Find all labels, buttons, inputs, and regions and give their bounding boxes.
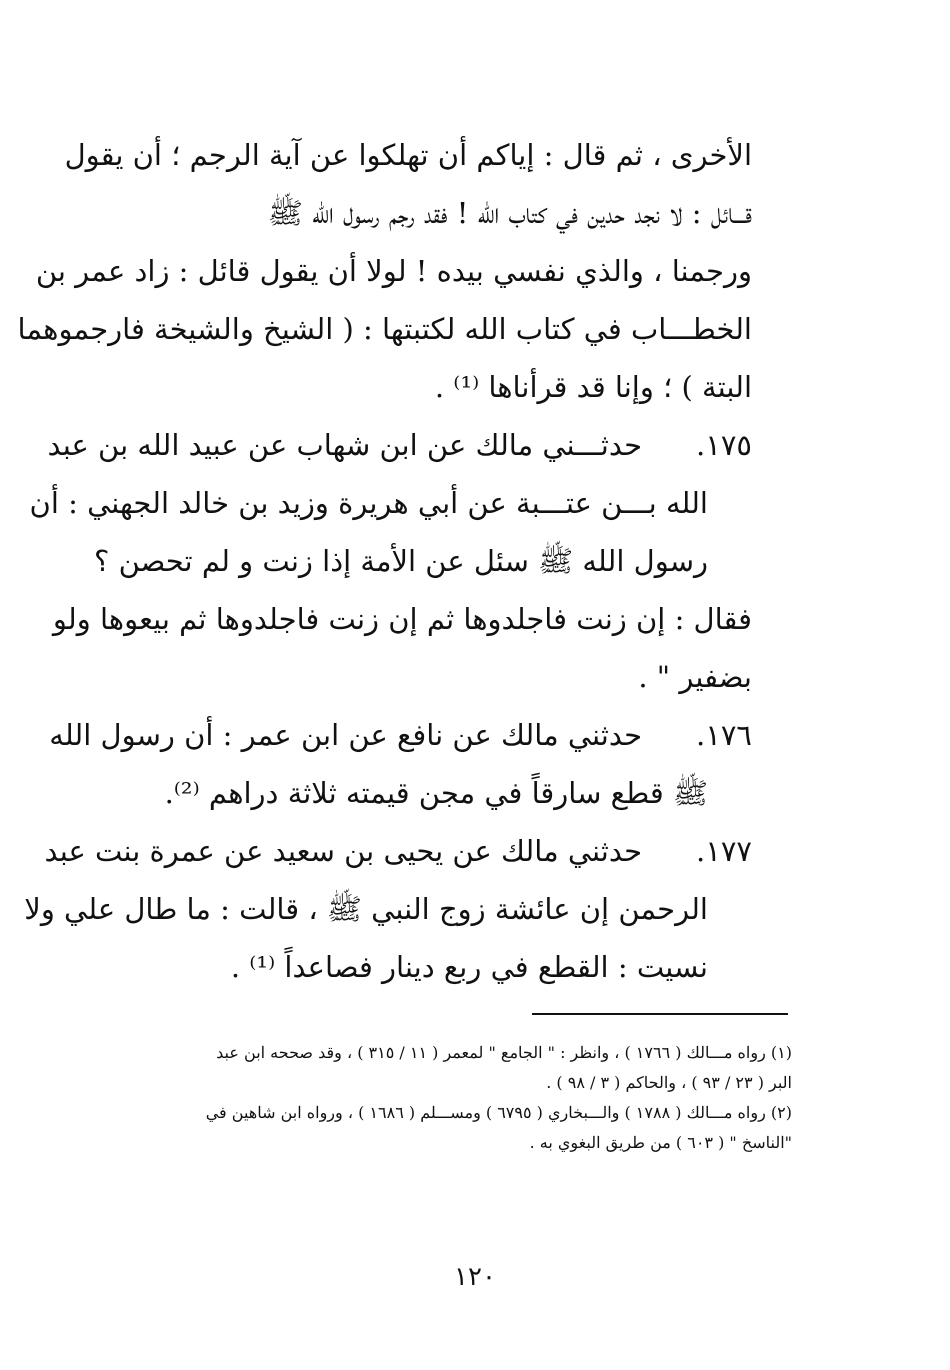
hadith-176-first-line: [49, 706, 752, 764]
hadith-175-first-line: [47, 416, 752, 474]
text-line: فقال : إن زنت فاجلدوها ثم إن زنت فاجلدوها ثم بيعوها ولو: [52, 602, 752, 636]
text-line: الله بـــن عتـــبة عن أبي هريرة وزيد بن خالد الجهني : أن: [29, 486, 708, 520]
hadith-text: حدثني مالك عن نافع عن ابن عمر : أن رسول الله: [49, 718, 642, 752]
footnote-line: (٢) رواه مـــالك ( ١٧٨٨ ) والـــبخاري ( ٦٧٩٥ ) ومســـلم ( ١٦٨٦ ) ، ورواه ابن شاهين في: [205, 1103, 792, 1122]
footnote-line: (١) رواه مـــالك ( ١٧٦٦ ) ، وانظر : " الجامع " لمعمر ( ١١ / ٣١٥ ) ، وقد صححه ابن عبد: [216, 1043, 792, 1062]
text-line: رسول الله ﷺ سئل عن الأمة إذا زنت و لم تحصن ؟: [93, 544, 708, 578]
footnote-divider: [532, 1013, 788, 1015]
footnotes: [140, 1038, 792, 1158]
text-line: الخطـــاب في كتاب الله لكتبتها : ( الشيخ والشيخة فارجموهما: [17, 312, 752, 346]
text-line: قـــائل : لا نجد حدين في كتاب الله ! فقد رجم رسول الله ﷺ: [267, 196, 752, 230]
hadith-number: ١٧٧.: [696, 834, 752, 868]
footnote-line: البر ( ٢٣ / ٩٣ ) ، والحاكم ( ٣ / ٩٨ ) .: [546, 1073, 792, 1092]
text-line: نسيت : القطع في ربع دينار فصاعداً ⁽¹⁾ .: [230, 950, 708, 984]
hadith-number: ١٧٦.: [696, 718, 752, 752]
page-number: ١٢٠: [454, 1262, 496, 1292]
text-line: الرحمن إن عائشة زوج النبي ﷺ ، قالت : ما طال علي ولا: [24, 892, 708, 926]
hadith-text: حدثني مالك عن يحيى بن سعيد عن عمرة بنت عبد: [44, 834, 642, 868]
main-text: [17, 126, 752, 996]
text-line: ﷺ قطع سارقاً في مجن قيمته ثلاثة دراهم ⁽²⁾.: [164, 776, 708, 810]
hadith-177-first-line: [44, 822, 752, 880]
text-line: الأخرى ، ثم قال : إياكم أن تهلكوا عن آية الرجم ؛ أن يقول: [64, 138, 752, 172]
text-line: بضفير " .: [638, 660, 752, 694]
hadith-number: ١٧٥.: [696, 428, 752, 462]
text-line: البتة ) ؛ وإنا قد قرأناها ⁽¹⁾ .: [434, 370, 752, 404]
text-line: ورجمنا ، والذي نفسي بيده ! لولا أن يقول قائل : زاد عمر بن: [35, 254, 752, 288]
footnote-line: "الناسخ " ( ٦٠٣ ) من طريق البغوي به .: [529, 1133, 792, 1152]
hadith-text: حدثـــني مالك عن ابن شهاب عن عبيد الله بن عبد: [47, 428, 642, 462]
